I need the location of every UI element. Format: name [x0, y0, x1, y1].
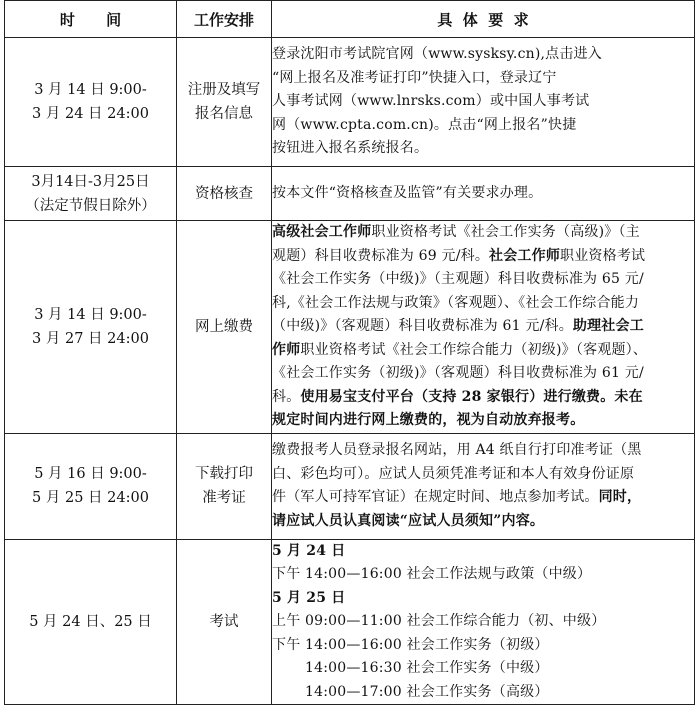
task-cell: [177, 221, 272, 434]
task-cell: [177, 167, 272, 221]
header-time: 时 间: [5, 1, 177, 38]
task-cell: [177, 433, 272, 539]
exam-day-heading: 5 月 24 日: [272, 542, 346, 559]
table-row: [5, 221, 695, 434]
requirement-line: 网（www.cpta.com.cn)。点击“网上报名”快捷: [272, 116, 577, 133]
requirement-cell: [272, 433, 695, 539]
header-requirement: 具 体 要 求: [272, 1, 695, 38]
text-run: 科。: [272, 388, 301, 405]
exam-day-heading: 5 月 25 日: [272, 589, 346, 606]
requirement-line: 人事考试网（www.lnrsks.com）或中国人事考试: [272, 93, 590, 110]
requirement-line: [272, 245, 694, 269]
requirement-cell: [272, 38, 695, 167]
time-cell: [5, 167, 177, 221]
time-cell: [5, 221, 177, 434]
table-row: [5, 38, 695, 167]
requirement-cell: [272, 167, 695, 221]
table-row: [5, 433, 695, 539]
time-line: 3 月 27 日 24:00: [32, 330, 149, 347]
table-row: [5, 167, 695, 221]
requirement-line: [272, 486, 694, 510]
exam-session: 14:00—16:30 社会工作实务（中级）: [305, 660, 549, 676]
time-cell: [5, 433, 177, 539]
task-cell: [177, 539, 272, 705]
exam-schedule-table: [4, 0, 695, 705]
bold-title: 作师: [272, 341, 301, 358]
requirement-line: [272, 221, 694, 245]
text-run: 职业资格考试《社会工作实务（高级)》（主: [371, 224, 640, 240]
requirement-line: [272, 386, 694, 410]
task-line: 考试: [209, 613, 239, 630]
requirement-cell: [272, 539, 695, 705]
requirement-line: 缴费报考人员登录报名网站，用 A4 纸自行打印准考证（黑: [272, 442, 642, 458]
requirement-line: 请应试人员认真阅读“应试人员须知”内容。: [272, 512, 545, 529]
time-line: 3月14日-3月25日: [31, 173, 150, 190]
table-row: [5, 539, 695, 705]
bold-notice: 使用易宝支付平台（支持 28 家银行）进行缴费。未在: [300, 388, 643, 405]
task-line: 注册及填写: [187, 82, 261, 98]
task-line: 下载打印: [195, 466, 253, 482]
requirement-line: 白、彩色均可）。应试人员须凭准考证和本人有效身份证原: [272, 465, 635, 482]
requirement-line: [272, 315, 694, 339]
task-line: 网上缴费: [195, 318, 253, 335]
text-run: 职业资格考试: [560, 247, 646, 264]
exam-session: 上午 09:00—11:00 社会工作综合能力（初、中级）: [272, 613, 606, 629]
text-run: （中级)》（客观题）科目收费标准为 61 元/科。: [272, 318, 573, 334]
time-line: 3 月 14 日 9:00-: [34, 306, 147, 323]
requirement-line: [272, 339, 694, 363]
text-run: 件（军人可持军官证）在规定时间、地点参加考试。: [272, 489, 599, 505]
time-line: 5 月 25 日 24:00: [32, 490, 149, 506]
time-line: 5 月 16 日 9:00-: [34, 466, 147, 482]
bold-title: 高级社会工作师: [272, 224, 372, 240]
text-run: 职业资格考试《社会工作综合能力（初级)》（客观题）、: [300, 341, 648, 358]
requirement-line: 规定时间内进行网上缴费的，视为自动放弃报考。: [272, 412, 585, 428]
bold-title: 助理社会工: [572, 318, 644, 334]
exam-session: 14:00—17:00 社会工作实务（高级）: [305, 683, 549, 700]
requirement-line: 《社会工作实务（中级)》（主观题）科目收费标准为 65 元/: [272, 271, 644, 287]
task-line: 报名信息: [195, 106, 253, 122]
task-line: 准考证: [202, 490, 246, 506]
requirement-line: “网上报名及准考证打印”快捷入口，登录辽宁: [272, 69, 557, 86]
requirement-line: 《社会工作实务（初级)》（客观题）科目收费标准为 61 元/: [272, 365, 644, 381]
exam-session: 下午 14:00—16:00 社会工作法规与政策（中级）: [272, 566, 592, 582]
time-line: 3 月 14 日 9:00-: [34, 82, 147, 98]
bold-notice: 同时，: [598, 489, 642, 505]
time-cell: [5, 539, 177, 705]
text-run: 观题）科目收费标准为 69 元/科。: [272, 247, 490, 264]
exam-session: 下午 14:00—16:00 社会工作实务（初级）: [272, 636, 549, 653]
bold-title: 社会工作师: [489, 247, 561, 264]
header-row: [5, 1, 695, 38]
task-line: 资格核查: [195, 185, 253, 202]
requirement-line: 登录沈阳市考试院官网（www.sysksy.cn),点击进入: [272, 46, 602, 63]
requirement-line: 按本文件“资格核查及监管”有关要求办理。: [272, 184, 543, 201]
time-line: 3 月 24 日 24:00: [32, 106, 149, 122]
time-line: 5 月 24 日、25 日: [29, 613, 152, 630]
time-line: （法定节假日除外）: [25, 197, 156, 214]
requirement-line: 科,《社会工作法规与政策》（客观题）、《社会工作综合能力: [272, 294, 640, 311]
task-cell: [177, 38, 272, 167]
header-task: 工作安排: [177, 1, 272, 38]
time-cell: [5, 38, 177, 167]
requirement-line: 按钮进入报名系统报名。: [272, 140, 429, 157]
requirement-cell: [272, 221, 695, 434]
